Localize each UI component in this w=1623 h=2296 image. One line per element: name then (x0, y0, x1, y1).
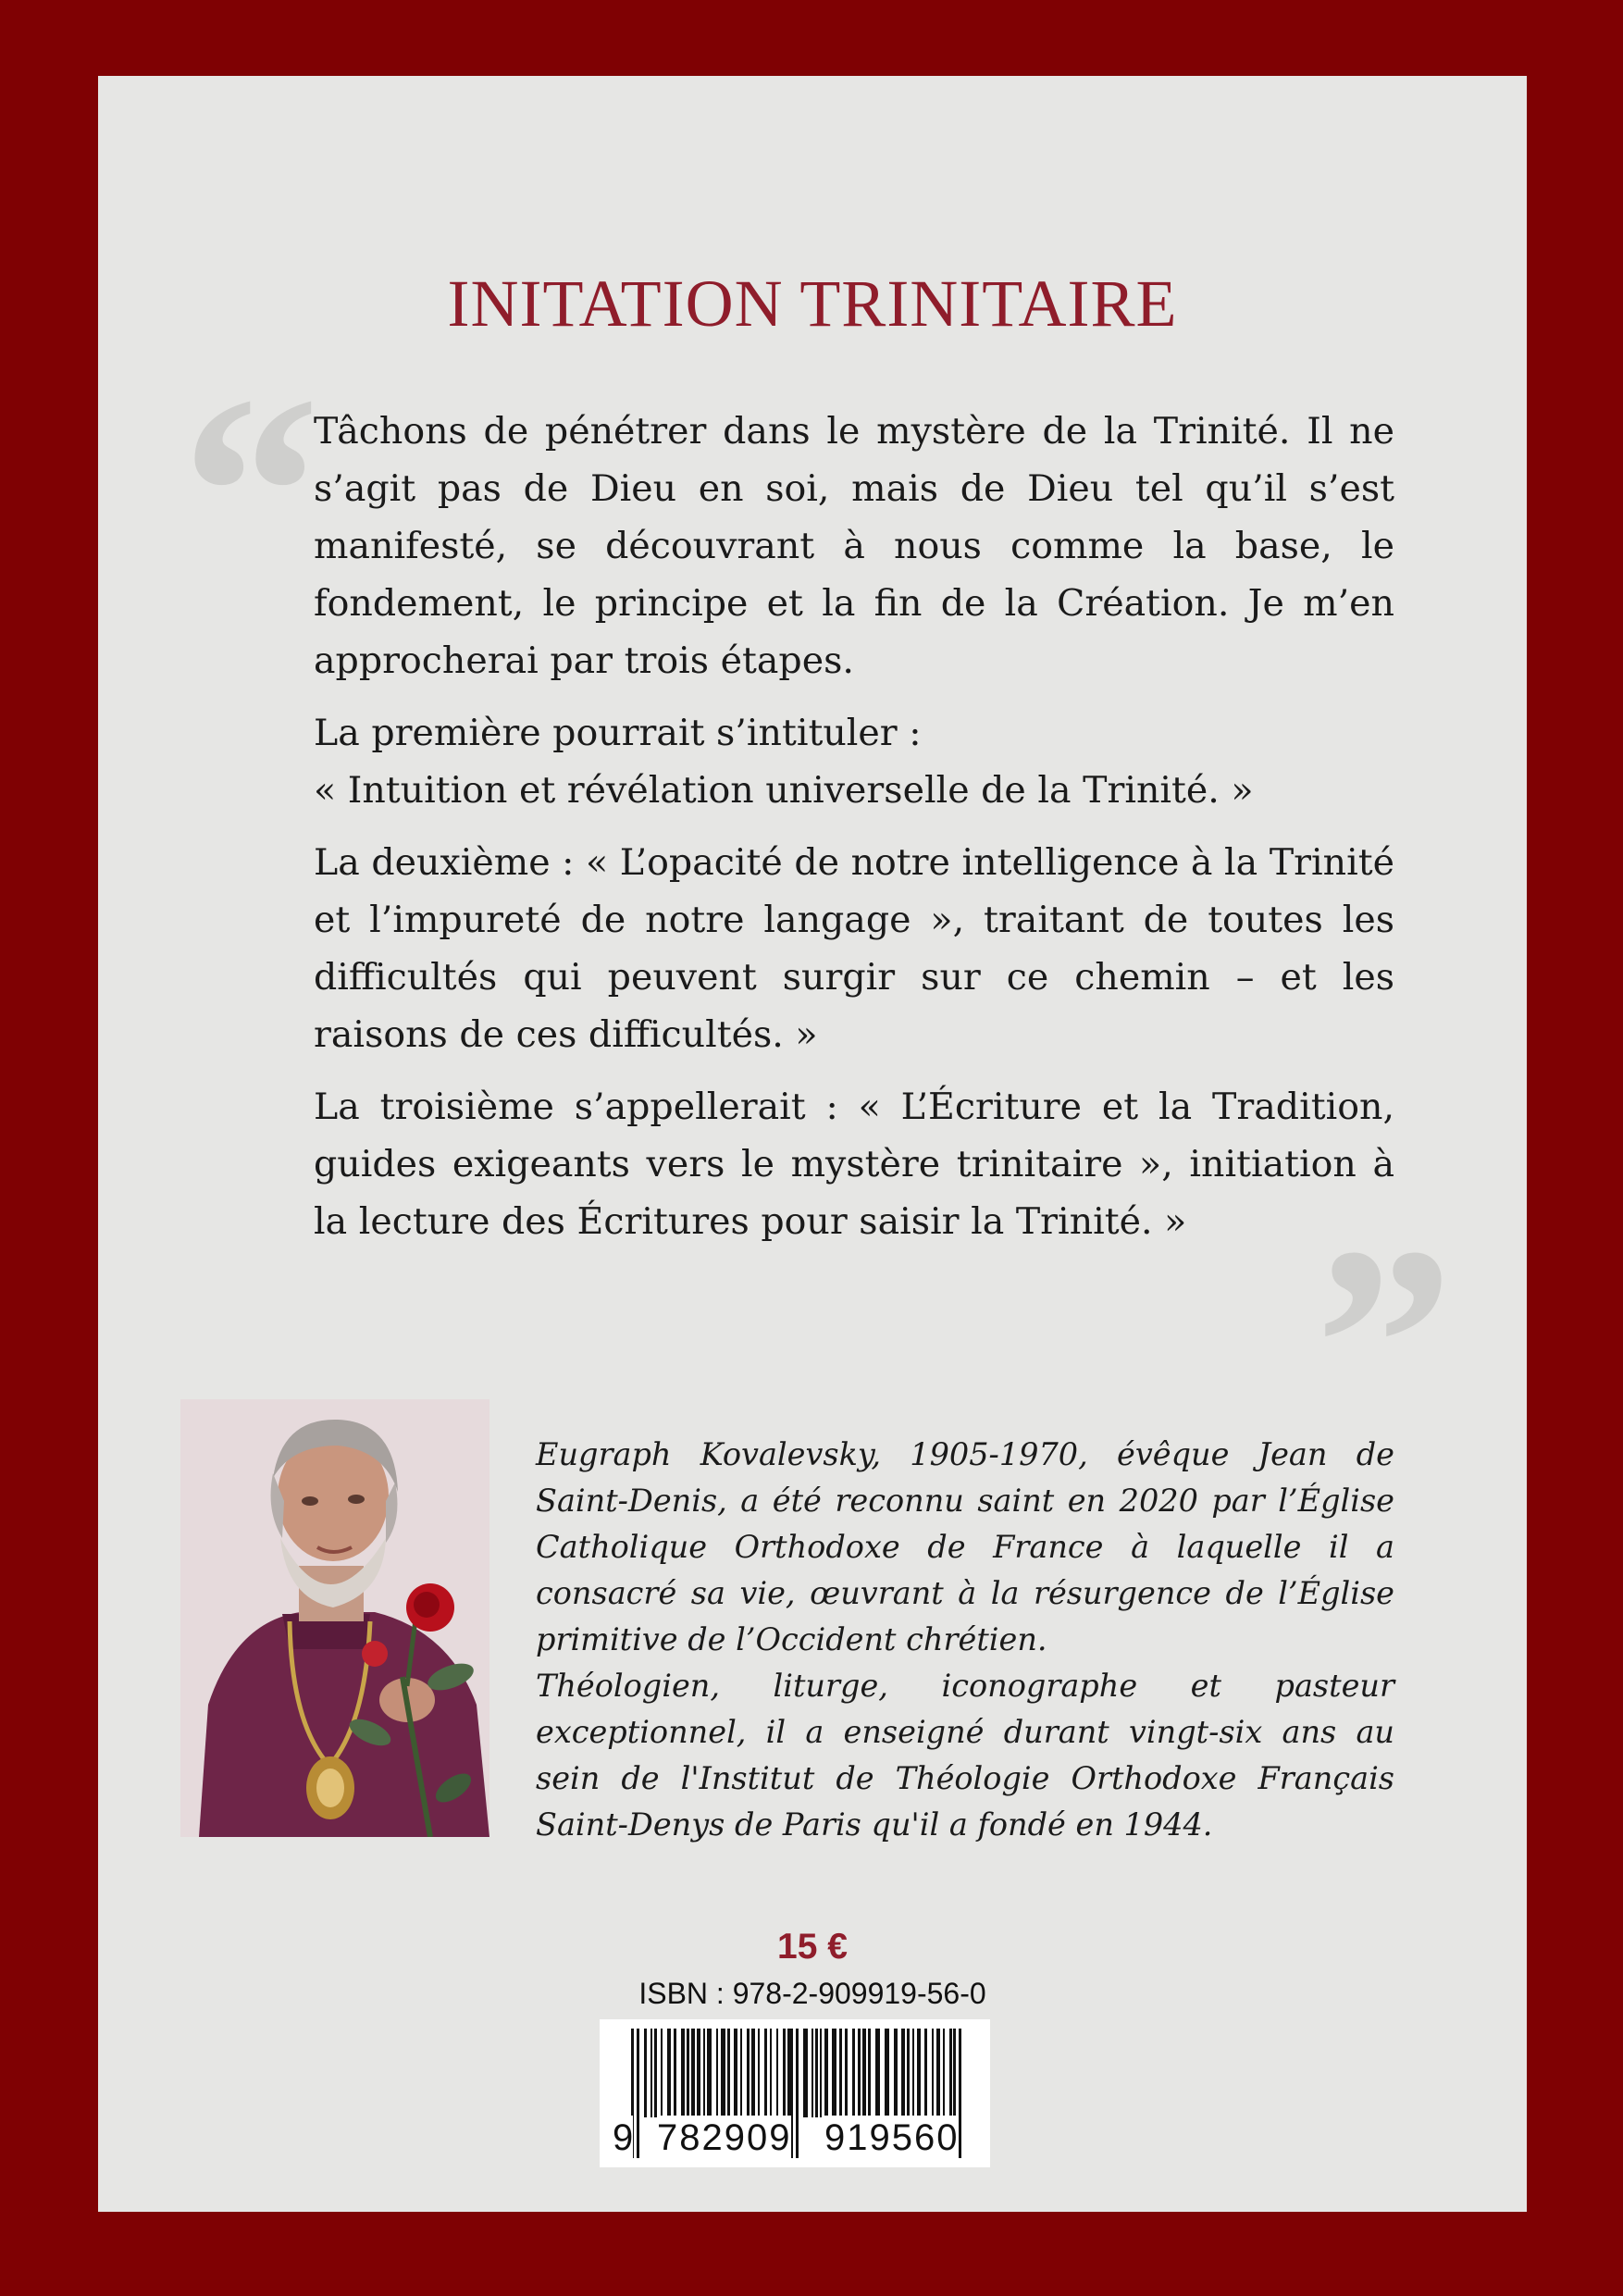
close-quote-mark: ” (1315, 1190, 1454, 1497)
author-portrait-photo (180, 1399, 489, 1837)
quote-paragraph-4: La deuxième : « L’opacité de notre intelligence à la Trinité et l’impureté de notre langage », traitant de toutes les difficultés qui peuvent surgir sur ce chemin – et les raisons de ces difficultés. » (314, 841, 1394, 1056)
quote-text (314, 403, 1394, 1265)
barcode-digits-right: 919560 (824, 2117, 960, 2158)
barcode-lead-digit: 9 (613, 2117, 634, 2158)
barcode-digits-left: 782909 (657, 2117, 792, 2158)
isbn-label: ISBN : 978-2-909919-56-0 (638, 1977, 986, 2010)
book-title: INITATION TRINITAIRE (447, 267, 1178, 341)
quote-paragraph-1: Tâchons de pénétrer dans le mystère de la Trinité. Il ne s’agit pas de Dieu en soi, mais de Dieu tel qu’il s’est manifesté, se découvrant à nous comme la base, le fondement, le principe et la fin de la Création. Je m’en approcherai par trois étapes. (314, 410, 1394, 682)
quote-paragraph-3: « Intuition et révélation universelle de la Trinité. » (314, 769, 1254, 812)
barcode (600, 2019, 990, 2167)
back-cover-panel (98, 76, 1527, 2212)
quote-paragraph-2: La première pourrait s’intituler : (314, 712, 922, 754)
bio-paragraph-2: Théologien, liturge, iconographe et pasteur exceptionnel, il a enseigné durant vingt-six ans au sein de l'Institut de Théologie Orthodoxe Français Saint-Denys de Paris qu'il a fondé en 1944. (536, 1668, 1394, 1843)
quote-paragraph-5: La troisième s’appellerait : « L’Écriture et la Tradition, guides exigeants vers le mystère trinitaire », initiation à la lecture des Écritures pour saisir la Trinité. » (314, 1086, 1394, 1243)
author-biography (536, 1432, 1394, 1848)
bio-paragraph-1: Eugraph Kovalevsky, 1905-1970, évêque Jean de Saint-Denis, a été reconnu saint en 2020 par l’Église Catholique Orthodoxe de France à laquelle il a consacré sa vie, œuvrant à la résurgence de l’Église primitive de l’Occident chrétien. (536, 1436, 1394, 1657)
price-label: 15 € (777, 1927, 848, 1967)
open-quote-mark: “ (181, 339, 320, 646)
